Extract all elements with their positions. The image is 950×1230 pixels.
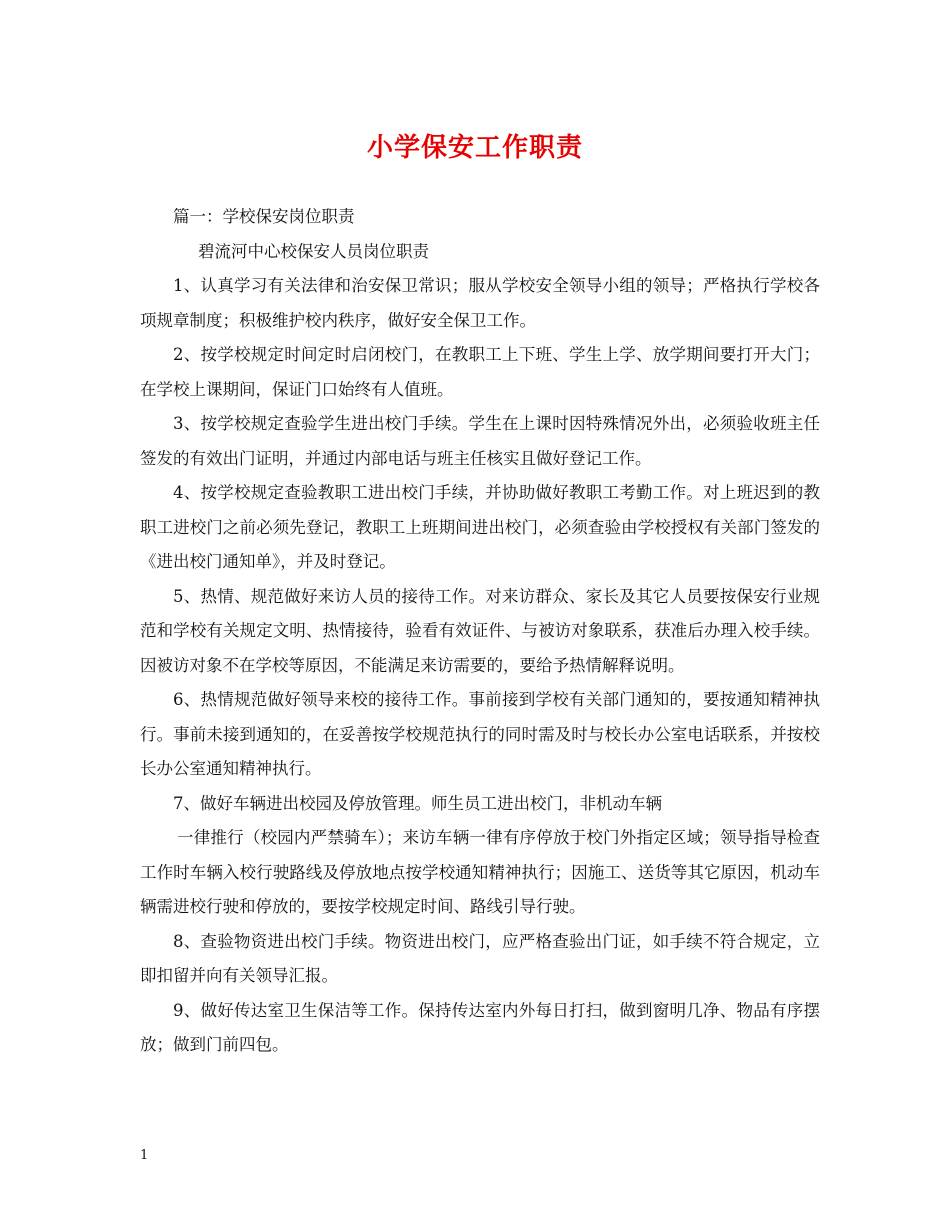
document-title: 小学保安工作职责 (366, 133, 583, 163)
paragraph-2: 2、按学校规定时间定时启闭校门，在教职工上下班、学生上学、放学期间要打开大门；在学校上课期间，保证门口始终有人值班。 (140, 345, 820, 399)
paragraph-5: 5、热情、规范做好来访人员的接待工作。对来访群众、家长及其它人员要按保安行业规范和学校有关规定文明、热情接待，验看有效证件、与被访对象联系，获准后办理入校手续。因被访对象不在学校等原因，不能满足来访需要的，要给予热情解释说明。 (140, 586, 820, 675)
paragraph-4: 4、按学校规定查验教职工进出校门手续，并协助做好教职工考勤工作。对上班迟到的教职工进校门之前必须先登记，教职工上班期间进出校门，必须查验由学校授权有关部门签发的《进出校门通知单》，并及时登记。 (140, 483, 820, 571)
page-number: 1 (140, 1148, 149, 1163)
paragraph-9: 9、做好传达室卫生保洁等工作。保持传达室内外每日打扫，做到窗明几净、物品有序摆放；做到门前四包。 (140, 1000, 820, 1054)
paragraph-7: 7、做好车辆进出校园及停放管理。师生员工进出校门，非机动车辆 (173, 793, 662, 813)
paragraph-1: 1、认真学习有关法律和治安保卫常识；服从学校安全领导小组的领导；严格执行学校各项规章制度；积极维护校内秩序，做好安全保卫工作。 (140, 276, 820, 330)
paragraph-7-continuation: 一律推行（校园内严禁骑车）；来访车辆一律有序停放于校门外指定区域；领导指导检查工作时车辆入校行驶路线及停放地点按学校通知精神执行；因施工、送货等其它原因，机动车辆需进校行驶和停放的，要按学校规定时间、路线引导行驶。 (140, 828, 820, 916)
paragraph-6: 6、热情规范做好领导来校的接待工作。事前接到学校有关部门通知的，要按通知精神执行。事前未接到通知的，在妥善按学校规范执行的同时需及时与校长办公室电话联系，并按校长办公室通知精神执行。 (140, 690, 820, 778)
section-heading: 篇一：学校保安岗位职责 (173, 207, 355, 226)
subheading: 碧流河中心校保安人员岗位职责 (198, 241, 429, 261)
paragraph-8: 8、查验物资进出校门手续。物资进出校门，应严格查验出门证，如手续不符合规定，立即扣留并向有关领导汇报。 (140, 931, 820, 985)
paragraph-3: 3、按学校规定查验学生进出校门手续。学生在上课时因特殊情况外出，必须验收班主任签发的有效出门证明，并通过内部电话与班主任核实且做好登记工作。 (140, 414, 820, 468)
document-body (140, 200, 820, 1063)
